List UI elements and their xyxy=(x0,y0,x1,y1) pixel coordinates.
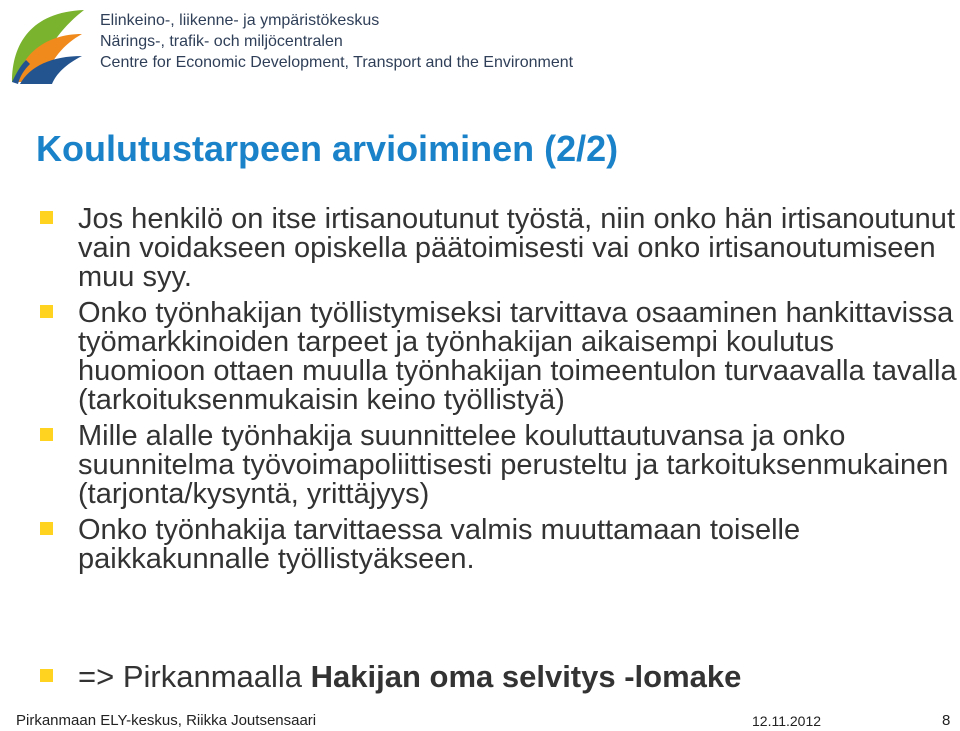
org-name-finnish: Elinkeino-, liikenne- ja ympäristökeskus xyxy=(100,12,380,29)
slide-title: Koulutustarpeen arvioiminen (2/2) xyxy=(36,128,619,169)
bullet-text: Onko työnhakija tarvittaessa valmis muuttamaan toiselle paikkakunnalle työllistyäkseen. xyxy=(78,514,801,575)
bullet-square-icon xyxy=(40,305,53,318)
org-name-english: Centre for Economic Development, Transport and the Environment xyxy=(100,54,574,71)
bullet-square-icon xyxy=(40,522,53,535)
bullet-text: Jos henkilö on itse irtisanoutunut työstä, niin onko hän irtisanoutunut vain voidakseen opiskella päätoimisesti vai onko irtisanoutumiseen muu syy. xyxy=(78,203,955,293)
bullet-text: Onko työnhakijan työllistymiseksi tarvittava osaaminen hankittavissa työmarkkinoiden tarpeet ja työnhakijan aikaisempi koulutus huomioon ottaen muulla työnhakijan toimeentulon turvaavalla tavalla (tarkoituksenmukaisin keino työllistyä) xyxy=(78,297,957,416)
page-number: 8 xyxy=(942,712,951,729)
final-bullet-prefix: => Pirkanmaalla xyxy=(78,659,311,694)
bullet-list xyxy=(40,205,960,581)
bullet-square-icon xyxy=(40,428,53,441)
bullet-square-icon xyxy=(40,211,53,224)
ely-leaf-logo-icon xyxy=(6,4,86,86)
organization-name xyxy=(100,10,573,73)
bullet-item xyxy=(40,516,960,574)
bullet-item xyxy=(40,299,960,415)
footer-date: 12.11.2012 xyxy=(752,713,822,729)
bullet-item xyxy=(40,422,960,509)
org-name-swedish: Närings-, trafik- och miljöcentralen xyxy=(100,33,343,50)
final-bullet xyxy=(40,660,741,694)
bullet-text: Mille alalle työnhakija suunnittelee kouluttautuvansa ja onko suunnitelma työvoimapoliittisesti perusteltu ja tarkoituksenmukainen (tarjonta/kysyntä, yrittäjyys) xyxy=(78,420,949,510)
footer-author: Pirkanmaan ELY-keskus, Riikka Joutsensaari xyxy=(16,712,317,729)
form-name: Hakijan oma selvitys -lomake xyxy=(310,659,742,694)
bullet-square-icon xyxy=(40,669,53,682)
bullet-item xyxy=(40,205,960,292)
